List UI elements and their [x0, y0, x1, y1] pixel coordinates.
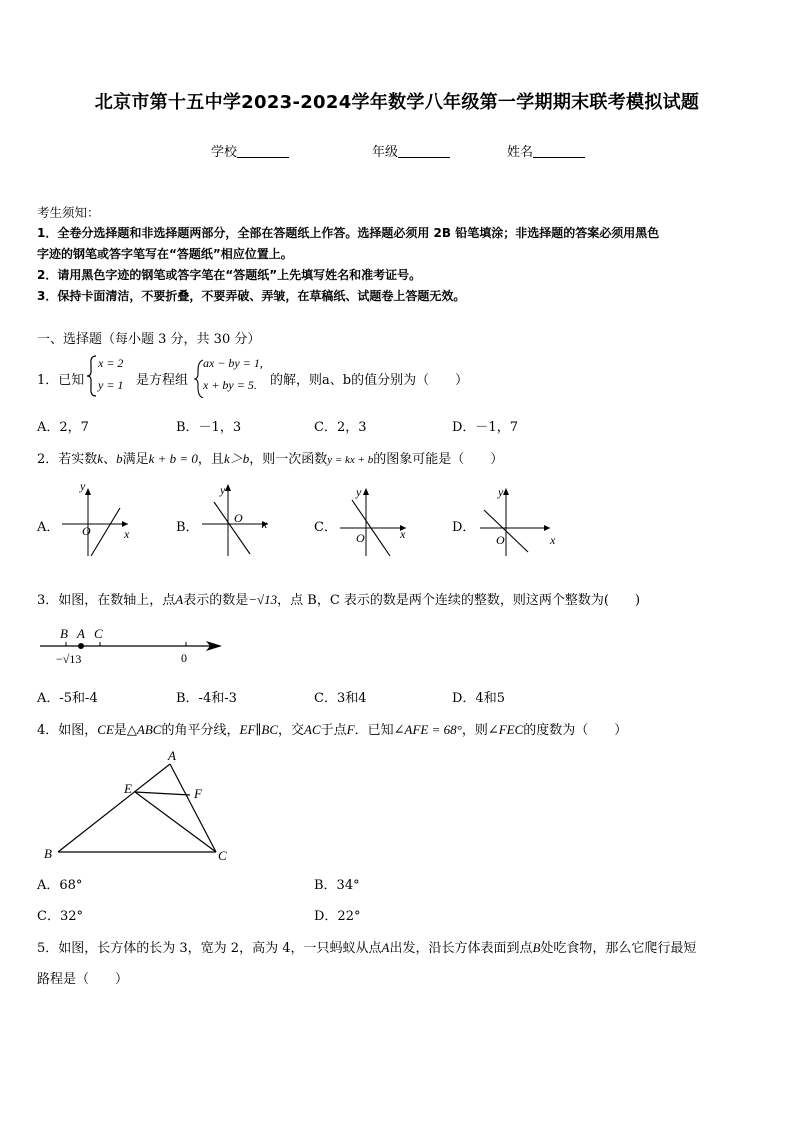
q5-line-2: 路程是（ ）	[37, 972, 129, 987]
q2-sep: 、	[103, 452, 117, 467]
q4-angle2: ∠FEC	[487, 722, 524, 737]
q3-option-a[interactable]: A．-5和-4	[37, 691, 98, 706]
grade-field[interactable]	[372, 141, 450, 160]
q3-label-b: B	[60, 626, 68, 641]
q4-label-c: C	[218, 848, 227, 863]
q2-mid3: ，则一次函数	[249, 452, 328, 467]
q3-line	[37, 589, 640, 608]
q2-graph-c	[336, 480, 416, 560]
q1-mid: 是方程组	[136, 373, 189, 388]
q2-graph-b	[198, 480, 278, 560]
school-label: 学校	[211, 145, 238, 160]
graph-b-origin: O	[234, 511, 243, 525]
q4-t1: 是	[113, 723, 127, 738]
graph-b-y-label: y	[220, 483, 226, 497]
q5-mid: 出发，沿长方体表面到点	[389, 941, 533, 956]
q4-triangle-figure	[38, 746, 238, 868]
graph-b-x-label: x	[262, 517, 268, 531]
q5-pre: 5．如图，长方体的长为 3，宽为 2，高为 4，一只蚂蚁从点	[37, 941, 382, 956]
q1-option-c[interactable]: C．2，3	[314, 420, 367, 435]
notice-item-1b: 字迹的钢笔或答字笔写在“答题纸”相应位置上。	[37, 247, 293, 261]
q1-sys1-b: y = 1	[98, 378, 124, 392]
q1-sys2-b: x + by = 5.	[203, 378, 257, 392]
q4-line	[37, 719, 627, 738]
q4-abc: △ABC	[126, 722, 162, 737]
q1-option-b[interactable]: B．－1，3	[176, 420, 242, 435]
q4-par: EF∥BC	[239, 722, 278, 737]
q4-t2: 的角平分线，	[161, 723, 240, 738]
graph-d-x-label: x	[550, 533, 556, 547]
q3-option-c[interactable]: C．3和4	[314, 691, 367, 706]
q4-option-c[interactable]: C．32°	[37, 909, 83, 924]
q4-ce: CE	[97, 722, 114, 737]
q4-option-a[interactable]: A．68°	[37, 878, 83, 893]
q2-option-a[interactable]: A．	[37, 520, 60, 535]
school-blank[interactable]	[237, 145, 289, 158]
q3-number-line	[36, 622, 228, 668]
q4-post: 的度数为（ ）	[523, 723, 628, 738]
q4-angle1: ∠AFE = 68°	[393, 722, 462, 737]
q1-option-a[interactable]: A．2，7	[37, 420, 89, 435]
q1-post: 的解，则a、b的值分别为（ ）	[270, 373, 469, 388]
graph-c-x-label: x	[400, 527, 406, 541]
q2-option-c[interactable]: C．	[314, 520, 337, 535]
q3-label-a: A	[77, 626, 85, 641]
q2-b: b	[116, 451, 123, 466]
grade-blank[interactable]	[398, 145, 450, 158]
q1-sys1-a: x = 2	[98, 356, 124, 370]
q5-line-1	[37, 937, 696, 956]
q4-option-d[interactable]: D．22°	[314, 909, 361, 924]
q5-post: 处吃食物，那么它爬行最短	[540, 941, 697, 956]
name-label: 姓名	[507, 145, 534, 160]
q2-cond1: k + b = 0	[148, 451, 198, 466]
q3-zero-label: 0	[181, 651, 187, 665]
q3-option-b[interactable]: B．-4和-3	[176, 691, 237, 706]
q2-k: k	[97, 451, 104, 466]
q4-t4: 于点	[320, 723, 347, 738]
grade-label: 年级	[372, 145, 399, 160]
q4-t6: ，则	[461, 723, 488, 738]
graph-d-y-label: y	[498, 485, 504, 499]
q2-graph-d	[476, 480, 560, 560]
q4-option-b[interactable]: B．34°	[314, 878, 360, 893]
q1-pre: 1．已知	[37, 373, 85, 388]
notice-item-1a: 1．全卷分选择题和非选择题两部分，全部在答题纸上作答。选择题必须用 2B 铅笔填涂；非选择题的答案必须用黑色	[37, 226, 660, 240]
q1-brace-1	[86, 354, 98, 398]
q2-cond2: k＞b	[223, 451, 250, 466]
q3-mid: 表示的数是	[183, 593, 249, 608]
q4-label-a: A	[168, 748, 176, 763]
graph-c-origin: O	[356, 531, 365, 545]
q2-mid1: 满足	[122, 452, 149, 467]
q3-option-d[interactable]: D．4和5	[452, 691, 505, 706]
q4-ac: AC	[304, 722, 321, 737]
q5-b: B	[532, 940, 541, 955]
graph-a-origin: O	[82, 524, 91, 538]
q5-a: A	[381, 940, 390, 955]
q3-pre: 3．如图，在数轴上，点	[37, 593, 176, 608]
graph-a-x-label: x	[124, 527, 130, 541]
q4-pre: 4．如图，	[37, 723, 98, 738]
q2-option-d[interactable]: D．	[452, 520, 476, 535]
q1-option-d[interactable]: D．－1，7	[452, 420, 518, 435]
graph-a-y-label: y	[80, 480, 86, 493]
q3-point: A	[175, 592, 184, 607]
q2-func: y = kx + b	[327, 454, 374, 466]
name-blank[interactable]	[533, 145, 585, 158]
q4-t3: ，交	[278, 723, 305, 738]
q2-post: 的图象可能是（ ）	[373, 452, 504, 467]
q4-f: F	[346, 722, 355, 737]
q2-pre: 2．若实数	[37, 452, 98, 467]
notice-item-2: 2．请用黑色字迹的钢笔或答字笔在“答题纸”上先填写姓名和准考证号。	[37, 268, 422, 282]
q2-mid2: ，且	[197, 452, 224, 467]
q2-line	[37, 448, 503, 467]
school-field[interactable]	[211, 141, 289, 160]
q3-sqrt-label: −√13	[56, 652, 82, 666]
q4-label-f: F	[194, 786, 202, 801]
section-heading: 一、选择题（每小题 3 分，共 30 分）	[37, 332, 261, 347]
q4-t5: ．已知	[354, 723, 394, 738]
q3-value: −√13	[248, 592, 278, 607]
q4-label-e: E	[124, 781, 132, 796]
graph-d-origin: O	[496, 533, 505, 547]
q2-graph-a	[58, 480, 138, 560]
q3-label-c: C	[94, 626, 103, 641]
q3-post: ，点 B，C 表示的数是两个连续的整数，则这两个整数为( )	[277, 593, 641, 608]
q2-option-b[interactable]: B．	[176, 520, 199, 535]
notice-item-3: 3．保持卡面清洁，不要折叠，不要弄破、弄皱，在草稿纸、试题卷上答题无效。	[37, 289, 466, 303]
page-title: 北京市第十五中学2023-2024学年数学八年级第一学期期末联考模拟试题	[94, 92, 700, 113]
notice-heading: 考生须知：	[37, 205, 100, 220]
graph-c-y-label: y	[356, 485, 362, 499]
q4-label-b: B	[44, 846, 52, 861]
q1-sys2-a: ax − by = 1,	[203, 356, 263, 370]
name-field[interactable]	[507, 141, 585, 160]
